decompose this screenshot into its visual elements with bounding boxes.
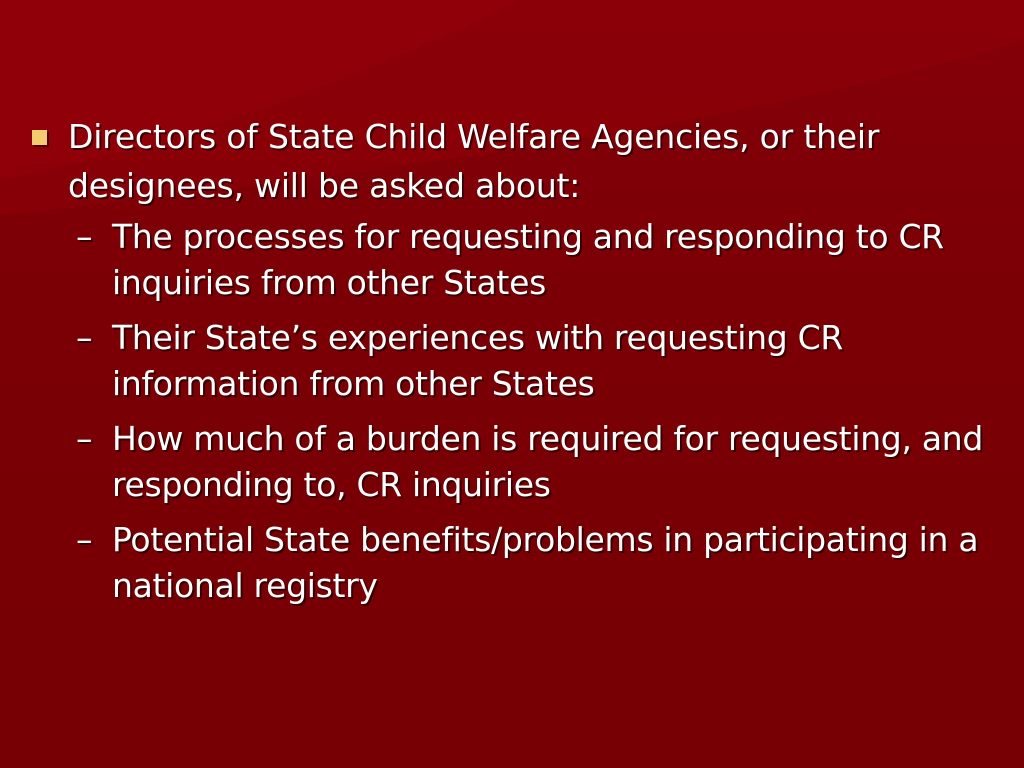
sub-bullet-text: How much of a burden is required for requesting, and responding to, CR inquiries — [112, 419, 984, 504]
main-bullet — [28, 112, 1008, 210]
sub-bullet-item — [28, 315, 1008, 407]
main-bullet-text: Directors of State Child Welfare Agencies, or their designees, will be asked about: — [68, 117, 880, 205]
sub-bullet-text: Their State’s experiences with requesting CR information from other States — [112, 318, 843, 403]
dash-bullet: – — [76, 419, 93, 458]
sub-bullet-item — [28, 416, 1008, 508]
sub-bullet-text: Potential State benefits/problems in participating in a national registry — [112, 520, 979, 605]
sub-bullet-item — [28, 214, 1008, 306]
dash-bullet: – — [76, 217, 93, 256]
dash-bullet: – — [76, 318, 93, 357]
sub-bullet-text: The processes for requesting and responding to CR inquiries from other States — [112, 217, 944, 302]
slide-content — [28, 112, 1008, 618]
square-bullet-icon — [32, 130, 47, 145]
sub-bullet-item — [28, 517, 1008, 609]
sub-bullet-list — [28, 214, 1008, 609]
dash-bullet: – — [76, 520, 93, 559]
